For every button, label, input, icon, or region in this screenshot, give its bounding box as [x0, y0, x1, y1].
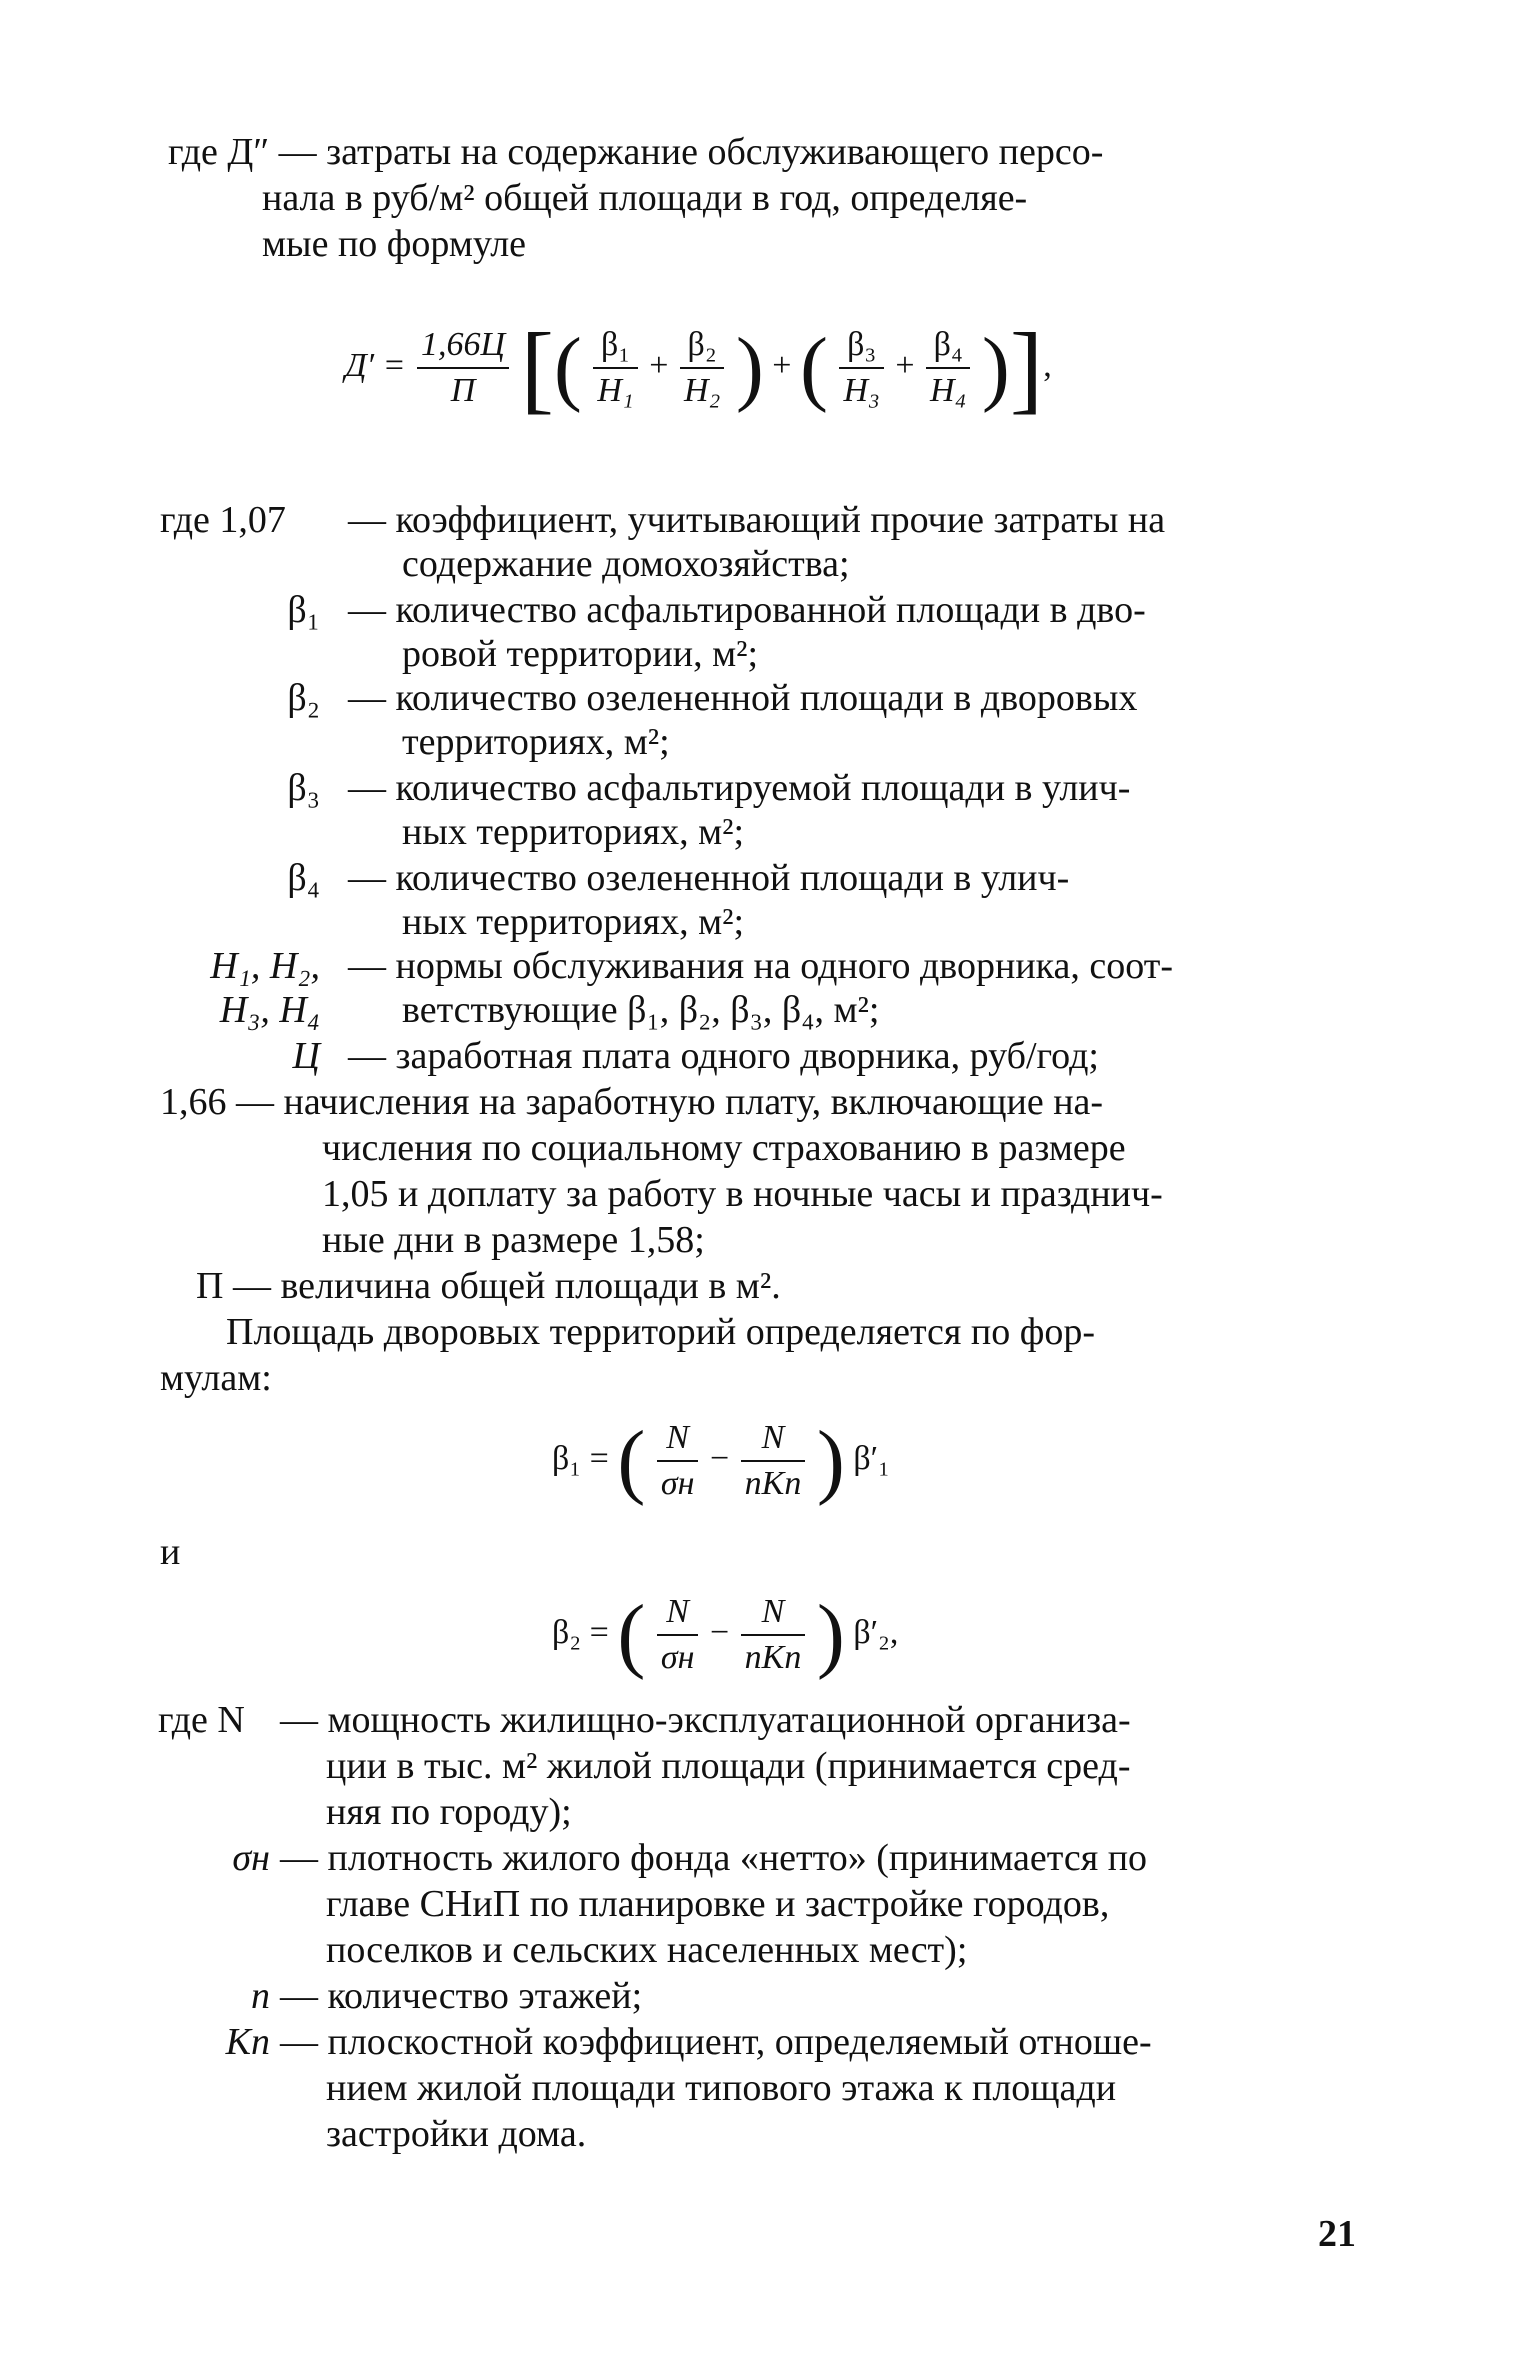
- def-term-sigma: σн: [232, 1837, 270, 1879]
- intro-line-1: где Д″ — затраты на содержание обслуживающего персо-: [168, 131, 1104, 173]
- def-166-line-1: 1,66 — начисления на заработную плату, включающие на-: [160, 1081, 1104, 1123]
- def-h-line-1: — нормы обслуживания на одного дворника, соот-: [348, 945, 1174, 987]
- frac-n-sigma: $\frac{N}{\sigma н}$: [657, 1418, 699, 1504]
- def-166-line-3: 1,05 и доплату за работу в ночные часы и празднич-: [322, 1173, 1163, 1215]
- frac-n-sigma-2: $\frac{N}{\sigma н}$: [657, 1592, 699, 1678]
- def-p: П — величина общей площади в м².: [196, 1265, 781, 1307]
- def-b2-line-2: территориях, м²;: [402, 721, 670, 763]
- def-n-line-1: — мощность жилищно-эксплуатационной организа-: [280, 1699, 1131, 1741]
- def-kn-line-2: нием жилой площади типового этажа к площади: [326, 2067, 1117, 2109]
- def-term-b2: β₂: [287, 677, 320, 719]
- def-b1-line-1: — количество асфальтированной площади в дво-: [348, 589, 1146, 631]
- formula-b1: β₁ = ( $\frac{N}{\sigma н}$ − $\frac{N}{\text{nKn}}$ ) β′₁: [552, 1414, 890, 1507]
- def-kn-line-3: застройки дома.: [326, 2113, 587, 2155]
- coef-fraction: $\frac{1,66Ц}{П}$: [417, 325, 509, 411]
- def-166-line-4: ные дни в размере 1,58;: [322, 1219, 705, 1261]
- def-term-b1: β₁: [287, 589, 320, 631]
- def-107-line-1: — коэффициент, учитывающий прочие затраты на: [348, 499, 1166, 541]
- def-b3-line-1: — количество асфальтируемой площади в улич-: [348, 767, 1131, 809]
- para-line-1: Площадь дворовых территорий определяется по фор-: [226, 1311, 1096, 1353]
- frac-b2-h2: $\frac{\text{β₂}}{\text{H₂}}$: [680, 325, 724, 411]
- frac-n-nk: $\frac{N}{\text{nKn}}$: [741, 1418, 806, 1504]
- def-term-h12: H₁, H₂,: [210, 945, 320, 987]
- and-word: и: [160, 1531, 181, 1573]
- def-n-line-3: няя по городу);: [326, 1791, 572, 1833]
- def-b1-line-2: ровой территории, м²;: [402, 633, 759, 675]
- frac-b1-h1: $\frac{\text{β₁}}{\text{H₁}}$: [593, 325, 637, 411]
- def-term-floors: n: [251, 1975, 270, 2017]
- def-h-line-2: ветствующие β₁, β₂, β₃, β₄, м²;: [402, 989, 880, 1031]
- def-n-line-2: ции в тыс. м² жилой площади (принимается сред-: [326, 1745, 1131, 1787]
- def-b3-line-2: ных территориях, м²;: [402, 811, 745, 853]
- def-floors-line-1: — количество этажей;: [280, 1975, 643, 2017]
- def-166-line-2: числения по социальному страхованию в размере: [322, 1127, 1126, 1169]
- formula-lhs: Д′ =: [345, 346, 406, 384]
- frac-b3-h3: $\frac{\text{β₃}}{\text{H₃}}$: [839, 325, 883, 411]
- def-term-n: где N: [158, 1699, 245, 1741]
- intro-line-3: мые по формуле: [262, 223, 527, 265]
- def-sigma-line-1: — плотность жилого фонда «нетто» (принимается по: [280, 1837, 1148, 1879]
- def-c-line-1: — заработная плата одного дворника, руб/год;: [348, 1035, 1099, 1077]
- def-term-h34: H₃, H₄: [219, 989, 320, 1031]
- def-term-b3: β₃: [287, 767, 320, 809]
- def-b2-line-1: — количество озелененной площади в дворовых: [348, 677, 1138, 719]
- def-sigma-line-2: главе СНиП по планировке и застройке городов,: [326, 1883, 1110, 1925]
- def-kn-line-1: — плоскостной коэффициент, определяемый отноше-: [280, 2021, 1152, 2063]
- formula-b2: β₂ = ( $\frac{N}{\sigma н}$ − $\frac{N}{\text{nKn}}$ ) β′₂,: [552, 1588, 899, 1681]
- frac-n-nk-2: $\frac{N}{\text{nKn}}$: [741, 1592, 806, 1678]
- left-bracket: [: [520, 312, 554, 423]
- def-b4-line-1: — количество озелененной площади в улич-: [348, 857, 1070, 899]
- frac-b4-h4: $\frac{\text{β₄}}{\text{H₄}}$: [926, 325, 970, 411]
- formula-d-prime: Д′ = $\frac{1,66Ц}{П}$ [( $\frac{\text{β₁}}{\text{H₁}}$ + $\frac{\text{β₂}}{\text{H₂}}$ ) + ( $\frac{\text{β₃}}{\text{H₃}}$ + $\frac{\text{β₄}}{\text{H₄}}$ )],: [345, 312, 1052, 423]
- intro-line-2: нала в руб/м² общей площади в год, определяе-: [262, 177, 1028, 219]
- right-bracket: ]: [1009, 312, 1044, 423]
- def-term-b4: β₄: [287, 857, 320, 899]
- def-107-line-2: содержание домохозяйства;: [402, 543, 850, 585]
- def-term-107: где 1,07: [160, 499, 286, 541]
- def-b4-line-2: ных территориях, м²;: [402, 901, 745, 943]
- para-line-2: мулам:: [160, 1357, 272, 1399]
- def-sigma-line-3: поселков и сельских населенных мест);: [326, 1929, 968, 1971]
- def-term-kn: Kn: [225, 2021, 270, 2063]
- def-term-c: Ц: [292, 1035, 320, 1077]
- page-number: 21: [1318, 2213, 1356, 2255]
